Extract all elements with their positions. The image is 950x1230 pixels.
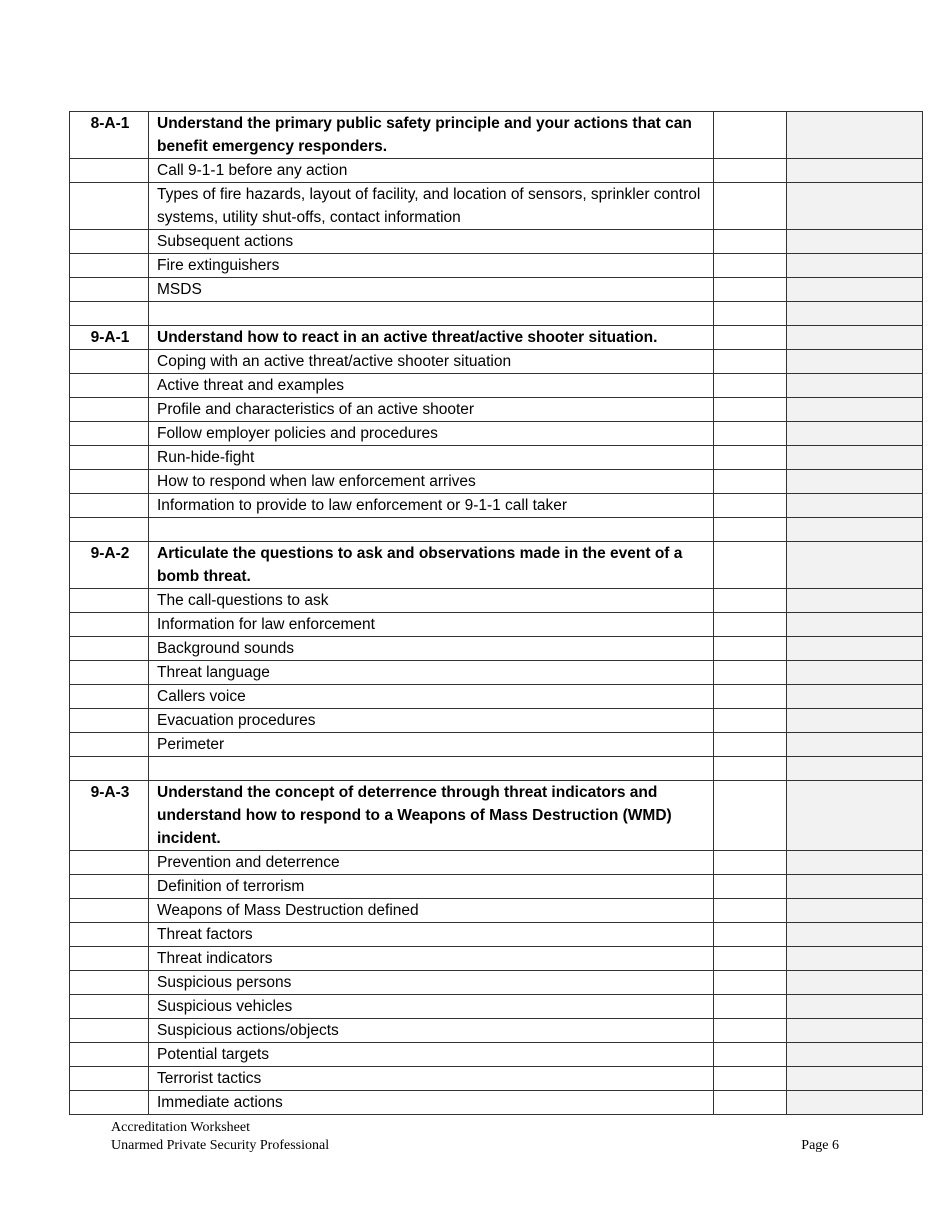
objective-code: 9-A-2 [70,542,149,589]
topic-text: Information for law enforcement [149,613,714,637]
table-row [70,470,923,494]
table-row [70,1067,923,1091]
notes-cell[interactable] [787,613,923,637]
check-cell[interactable] [714,254,787,278]
check-cell[interactable] [714,661,787,685]
notes-cell[interactable] [787,230,923,254]
table-row [70,278,923,302]
table-row [70,159,923,183]
table-row [70,254,923,278]
topic-text: MSDS [149,278,714,302]
check-cell[interactable] [714,1019,787,1043]
topic-text: Suspicious actions/objects [149,1019,714,1043]
section-header-row [70,542,923,589]
table-row [70,637,923,661]
notes-cell[interactable] [787,302,923,326]
topic-text: Threat factors [149,923,714,947]
table-row [70,685,923,709]
topic-text: Evacuation procedures [149,709,714,733]
notes-cell[interactable] [787,1043,923,1067]
table-row [70,661,923,685]
topic-text: Terrorist tactics [149,1067,714,1091]
table-row [70,350,923,374]
objective-code [70,1019,149,1043]
check-cell[interactable] [714,1091,787,1115]
table-row [70,446,923,470]
topic-text: Definition of terrorism [149,875,714,899]
curriculum-rows [70,112,923,1115]
notes-cell[interactable] [787,374,923,398]
check-cell[interactable] [714,159,787,183]
check-cell[interactable] [714,923,787,947]
notes-cell[interactable] [787,875,923,899]
check-cell[interactable] [714,709,787,733]
topic-text: Background sounds [149,637,714,661]
notes-cell[interactable] [787,589,923,613]
table-row [70,995,923,1019]
topic-text [149,757,714,781]
notes-cell[interactable] [787,757,923,781]
topic-text: Active threat and examples [149,374,714,398]
objective-code [70,1067,149,1091]
topic-text: Callers voice [149,685,714,709]
objective-code [70,159,149,183]
table-row [70,613,923,637]
notes-cell[interactable] [787,851,923,875]
table-row [70,709,923,733]
objective-code [70,494,149,518]
check-cell[interactable] [714,637,787,661]
table-row [70,589,923,613]
notes-cell[interactable] [787,661,923,685]
topic-text: Suspicious vehicles [149,995,714,1019]
notes-cell[interactable] [787,350,923,374]
notes-cell[interactable] [787,112,923,159]
notes-cell[interactable] [787,923,923,947]
check-cell[interactable] [714,685,787,709]
notes-cell[interactable] [787,995,923,1019]
table-row [70,971,923,995]
objective-code [70,661,149,685]
objective-code [70,685,149,709]
check-cell[interactable] [714,995,787,1019]
notes-cell[interactable] [787,254,923,278]
topic-text: Weapons of Mass Destruction defined [149,899,714,923]
table-row [70,230,923,254]
check-cell[interactable] [714,326,787,350]
footer-doc-subtitle: Unarmed Private Security Professional [111,1138,330,1153]
notes-cell[interactable] [787,709,923,733]
check-cell[interactable] [714,733,787,757]
topic-text: Subsequent actions [149,230,714,254]
notes-cell[interactable] [787,542,923,589]
topic-text: Prevention and deterrence [149,851,714,875]
table-row [70,851,923,875]
objective-code: 9-A-1 [70,326,149,350]
notes-cell[interactable] [787,398,923,422]
table-row [70,1043,923,1067]
table-row [70,757,923,781]
table-row [70,302,923,326]
notes-cell[interactable] [787,899,923,923]
objective-code [70,398,149,422]
notes-cell[interactable] [787,183,923,230]
check-cell[interactable] [714,350,787,374]
notes-cell[interactable] [787,422,923,446]
objective-title: Understand the concept of deterrence through threat indicators and understand how to respond to a Weapons of Mass Destruction (WMD) incident. [149,781,714,851]
footer-doc-title: Accreditation Worksheet [111,1120,250,1135]
objective-code [70,518,149,542]
page-number: Page 6 [801,1138,839,1153]
objective-code [70,923,149,947]
check-cell[interactable] [714,446,787,470]
objective-code [70,709,149,733]
section-header-row [70,112,923,159]
notes-cell[interactable] [787,518,923,542]
check-cell[interactable] [714,398,787,422]
check-cell[interactable] [714,470,787,494]
topic-text: Information to provide to law enforcement or 9-1-1 call taker [149,494,714,518]
check-cell[interactable] [714,613,787,637]
notes-cell[interactable] [787,326,923,350]
objective-code [70,757,149,781]
check-cell[interactable] [714,875,787,899]
objective-code [70,350,149,374]
topic-text: Immediate actions [149,1091,714,1115]
check-cell[interactable] [714,589,787,613]
notes-cell[interactable] [787,947,923,971]
check-cell[interactable] [714,494,787,518]
objective-title: Understand how to react in an active threat/active shooter situation. [149,326,714,350]
objective-code [70,971,149,995]
topic-text: Potential targets [149,1043,714,1067]
topic-text: How to respond when law enforcement arrives [149,470,714,494]
table-row [70,422,923,446]
topic-text: Suspicious persons [149,971,714,995]
table-row [70,1091,923,1115]
objective-code [70,733,149,757]
table-row [70,374,923,398]
table-row [70,518,923,542]
objective-title: Articulate the questions to ask and observations made in the event of a bomb threat. [149,542,714,589]
check-cell[interactable] [714,302,787,326]
notes-cell[interactable] [787,446,923,470]
check-cell[interactable] [714,757,787,781]
notes-cell[interactable] [787,637,923,661]
check-cell[interactable] [714,183,787,230]
topic-text: Run-hide-fight [149,446,714,470]
notes-cell[interactable] [787,159,923,183]
objective-code: 9-A-3 [70,781,149,851]
table-row [70,947,923,971]
objective-code: 8-A-1 [70,112,149,159]
notes-cell[interactable] [787,1067,923,1091]
topic-text: The call-questions to ask [149,589,714,613]
curriculum-table [69,111,923,1115]
objective-code [70,374,149,398]
footer-left [111,1119,329,1155]
topic-text: Types of fire hazards, layout of facility, and location of sensors, sprinkler control systems, utility shut-offs, contact information [149,183,714,230]
topic-text: Perimeter [149,733,714,757]
objective-code [70,589,149,613]
topic-text: Threat language [149,661,714,685]
check-cell[interactable] [714,518,787,542]
section-header-row [70,781,923,851]
table-row [70,875,923,899]
check-cell[interactable] [714,971,787,995]
notes-cell[interactable] [787,685,923,709]
objective-code [70,995,149,1019]
table-row [70,1019,923,1043]
table-row [70,398,923,422]
objective-code [70,230,149,254]
objective-code [70,1043,149,1067]
notes-cell[interactable] [787,971,923,995]
objective-title: Understand the primary public safety principle and your actions that can benefit emergency responders. [149,112,714,159]
objective-code [70,851,149,875]
check-cell[interactable] [714,542,787,589]
check-cell[interactable] [714,374,787,398]
topic-text [149,518,714,542]
check-cell[interactable] [714,1067,787,1091]
objective-code [70,183,149,230]
check-cell[interactable] [714,1043,787,1067]
objective-code [70,278,149,302]
notes-cell[interactable] [787,733,923,757]
check-cell[interactable] [714,230,787,254]
topic-text: Follow employer policies and procedures [149,422,714,446]
topic-text: Coping with an active threat/active shooter situation [149,350,714,374]
check-cell[interactable] [714,422,787,446]
table-row [70,923,923,947]
objective-code [70,470,149,494]
notes-cell[interactable] [787,1019,923,1043]
objective-code [70,899,149,923]
objective-code [70,637,149,661]
check-cell[interactable] [714,851,787,875]
check-cell[interactable] [714,781,787,851]
notes-cell[interactable] [787,494,923,518]
topic-text: Threat indicators [149,947,714,971]
notes-cell[interactable] [787,278,923,302]
notes-cell[interactable] [787,470,923,494]
check-cell[interactable] [714,947,787,971]
objective-code [70,1091,149,1115]
section-header-row [70,326,923,350]
objective-code [70,613,149,637]
objective-code [70,302,149,326]
notes-cell[interactable] [787,781,923,851]
objective-code [70,254,149,278]
topic-text: Profile and characteristics of an active shooter [149,398,714,422]
notes-cell[interactable] [787,1091,923,1115]
check-cell[interactable] [714,112,787,159]
table-row [70,183,923,230]
topic-text: Fire extinguishers [149,254,714,278]
table-row [70,899,923,923]
objective-code [70,446,149,470]
check-cell[interactable] [714,899,787,923]
table-row [70,733,923,757]
topic-text: Call 9-1-1 before any action [149,159,714,183]
objective-code [70,875,149,899]
objective-code [70,422,149,446]
check-cell[interactable] [714,278,787,302]
topic-text [149,302,714,326]
table-row [70,494,923,518]
objective-code [70,947,149,971]
